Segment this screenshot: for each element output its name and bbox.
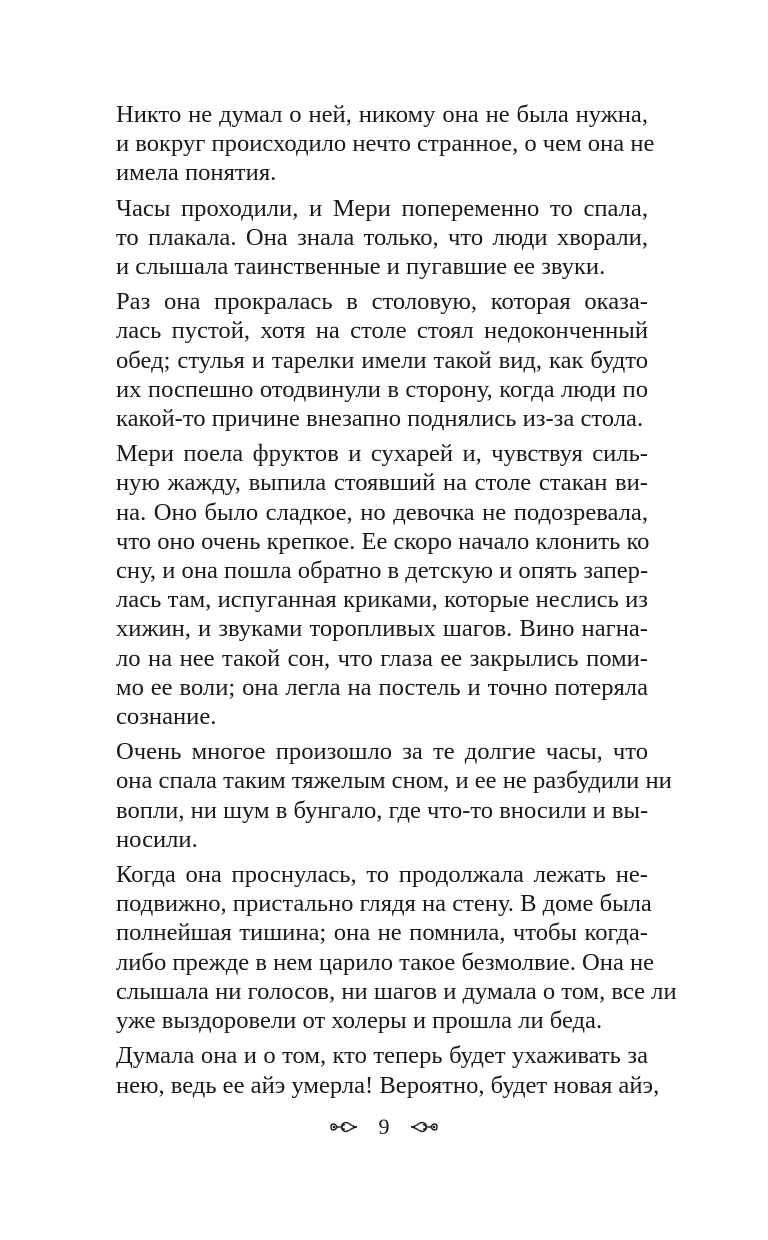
text-line: слышала ни голосов, ни шагов и думала о том, все ли	[116, 977, 677, 1005]
text-line: Когда она проснулась, то продолжала лежать не-	[116, 861, 648, 889]
text-line: мо ее воли; она легла на постель и точно потеряла	[116, 673, 648, 701]
text-line: она спала таким тяжелым сном, и ее не разбудили ни	[116, 767, 672, 795]
text-line: либо прежде в нем царило такое безмолвие. Она не	[116, 948, 655, 976]
text-line: лась там, испуганная криками, которые неслись из	[116, 586, 648, 614]
paragraph	[116, 100, 655, 188]
page-number: 9	[378, 1113, 390, 1139]
text-line: сознание.	[116, 703, 217, 731]
text-line: и вокруг происходило нечто странное, о чем она не	[116, 130, 655, 158]
text-line: ло на нее такой сон, что глаза ее закрылись поми-	[116, 644, 648, 672]
text-line: полнейшая тишина; она не помнила, чтобы когда-	[116, 919, 648, 947]
text-line: хижин, и звуками торопливых шагов. Вино нагна-	[116, 615, 648, 643]
paragraph	[116, 860, 677, 1035]
paragraph	[116, 194, 648, 282]
ornament-left-icon	[329, 1117, 359, 1137]
text-line: Раз она прокралась в столовую, которая оказа-	[116, 288, 648, 316]
paragraph	[116, 287, 648, 433]
text-line: нею, ведь ее айэ умерла! Вероятно, будет новая айэ,	[116, 1071, 660, 1099]
text-line: Часы проходили, и Мери попеременно то спала,	[116, 194, 648, 222]
text-line: ную жажду, выпила стоявший на столе стакан ви-	[116, 469, 648, 497]
text-line: то плакала. Она знала только, что люди хворали,	[116, 223, 648, 251]
text-line: носили.	[116, 825, 198, 853]
ornament-right-icon	[409, 1117, 439, 1137]
text-line: и слышала таинственные и пугавшие ее звуки.	[116, 253, 606, 281]
text-line: Мери поела фруктов и сухарей и, чувствуя силь-	[116, 440, 648, 468]
text-line: имела понятия.	[116, 159, 277, 187]
text-line: Думала она и о том, кто теперь будет ухаживать за	[116, 1042, 648, 1070]
text-line: на. Оно было сладкое, но девочка не подозревала,	[116, 498, 648, 526]
text-line: вопли, ни шум в бунгало, где что-то вносили и вы-	[116, 796, 649, 824]
paragraph	[116, 737, 672, 854]
page-footer	[0, 1112, 768, 1140]
book-page-text	[116, 100, 677, 1106]
text-line: обед; стулья и тарелки имели такой вид, как будто	[116, 346, 648, 374]
text-line: подвижно, пристально глядя на стену. В доме была	[116, 890, 652, 918]
text-line: лась пустой, хотя на столе стоял недоконченный	[116, 317, 648, 345]
text-line: их поспешно отодвинули в сторону, когда люди по	[116, 375, 648, 403]
text-line: Никто не думал о ней, никому она не была нужна,	[116, 101, 648, 128]
text-line: что оно очень крепкое. Ее скоро начало клонить ко	[116, 527, 650, 555]
text-line: сну, и она пошла обратно в детскую и опять запер-	[116, 557, 649, 585]
paragraph	[116, 439, 648, 731]
text-line: Очень многое произошло за те долгие часы, что	[116, 738, 648, 766]
paragraph	[116, 1041, 660, 1099]
text-line: какой-то причине внезапно поднялись из-за стола.	[116, 405, 644, 433]
text-line: уже выздоровели от холеры и прошла ли беда.	[116, 1007, 603, 1035]
